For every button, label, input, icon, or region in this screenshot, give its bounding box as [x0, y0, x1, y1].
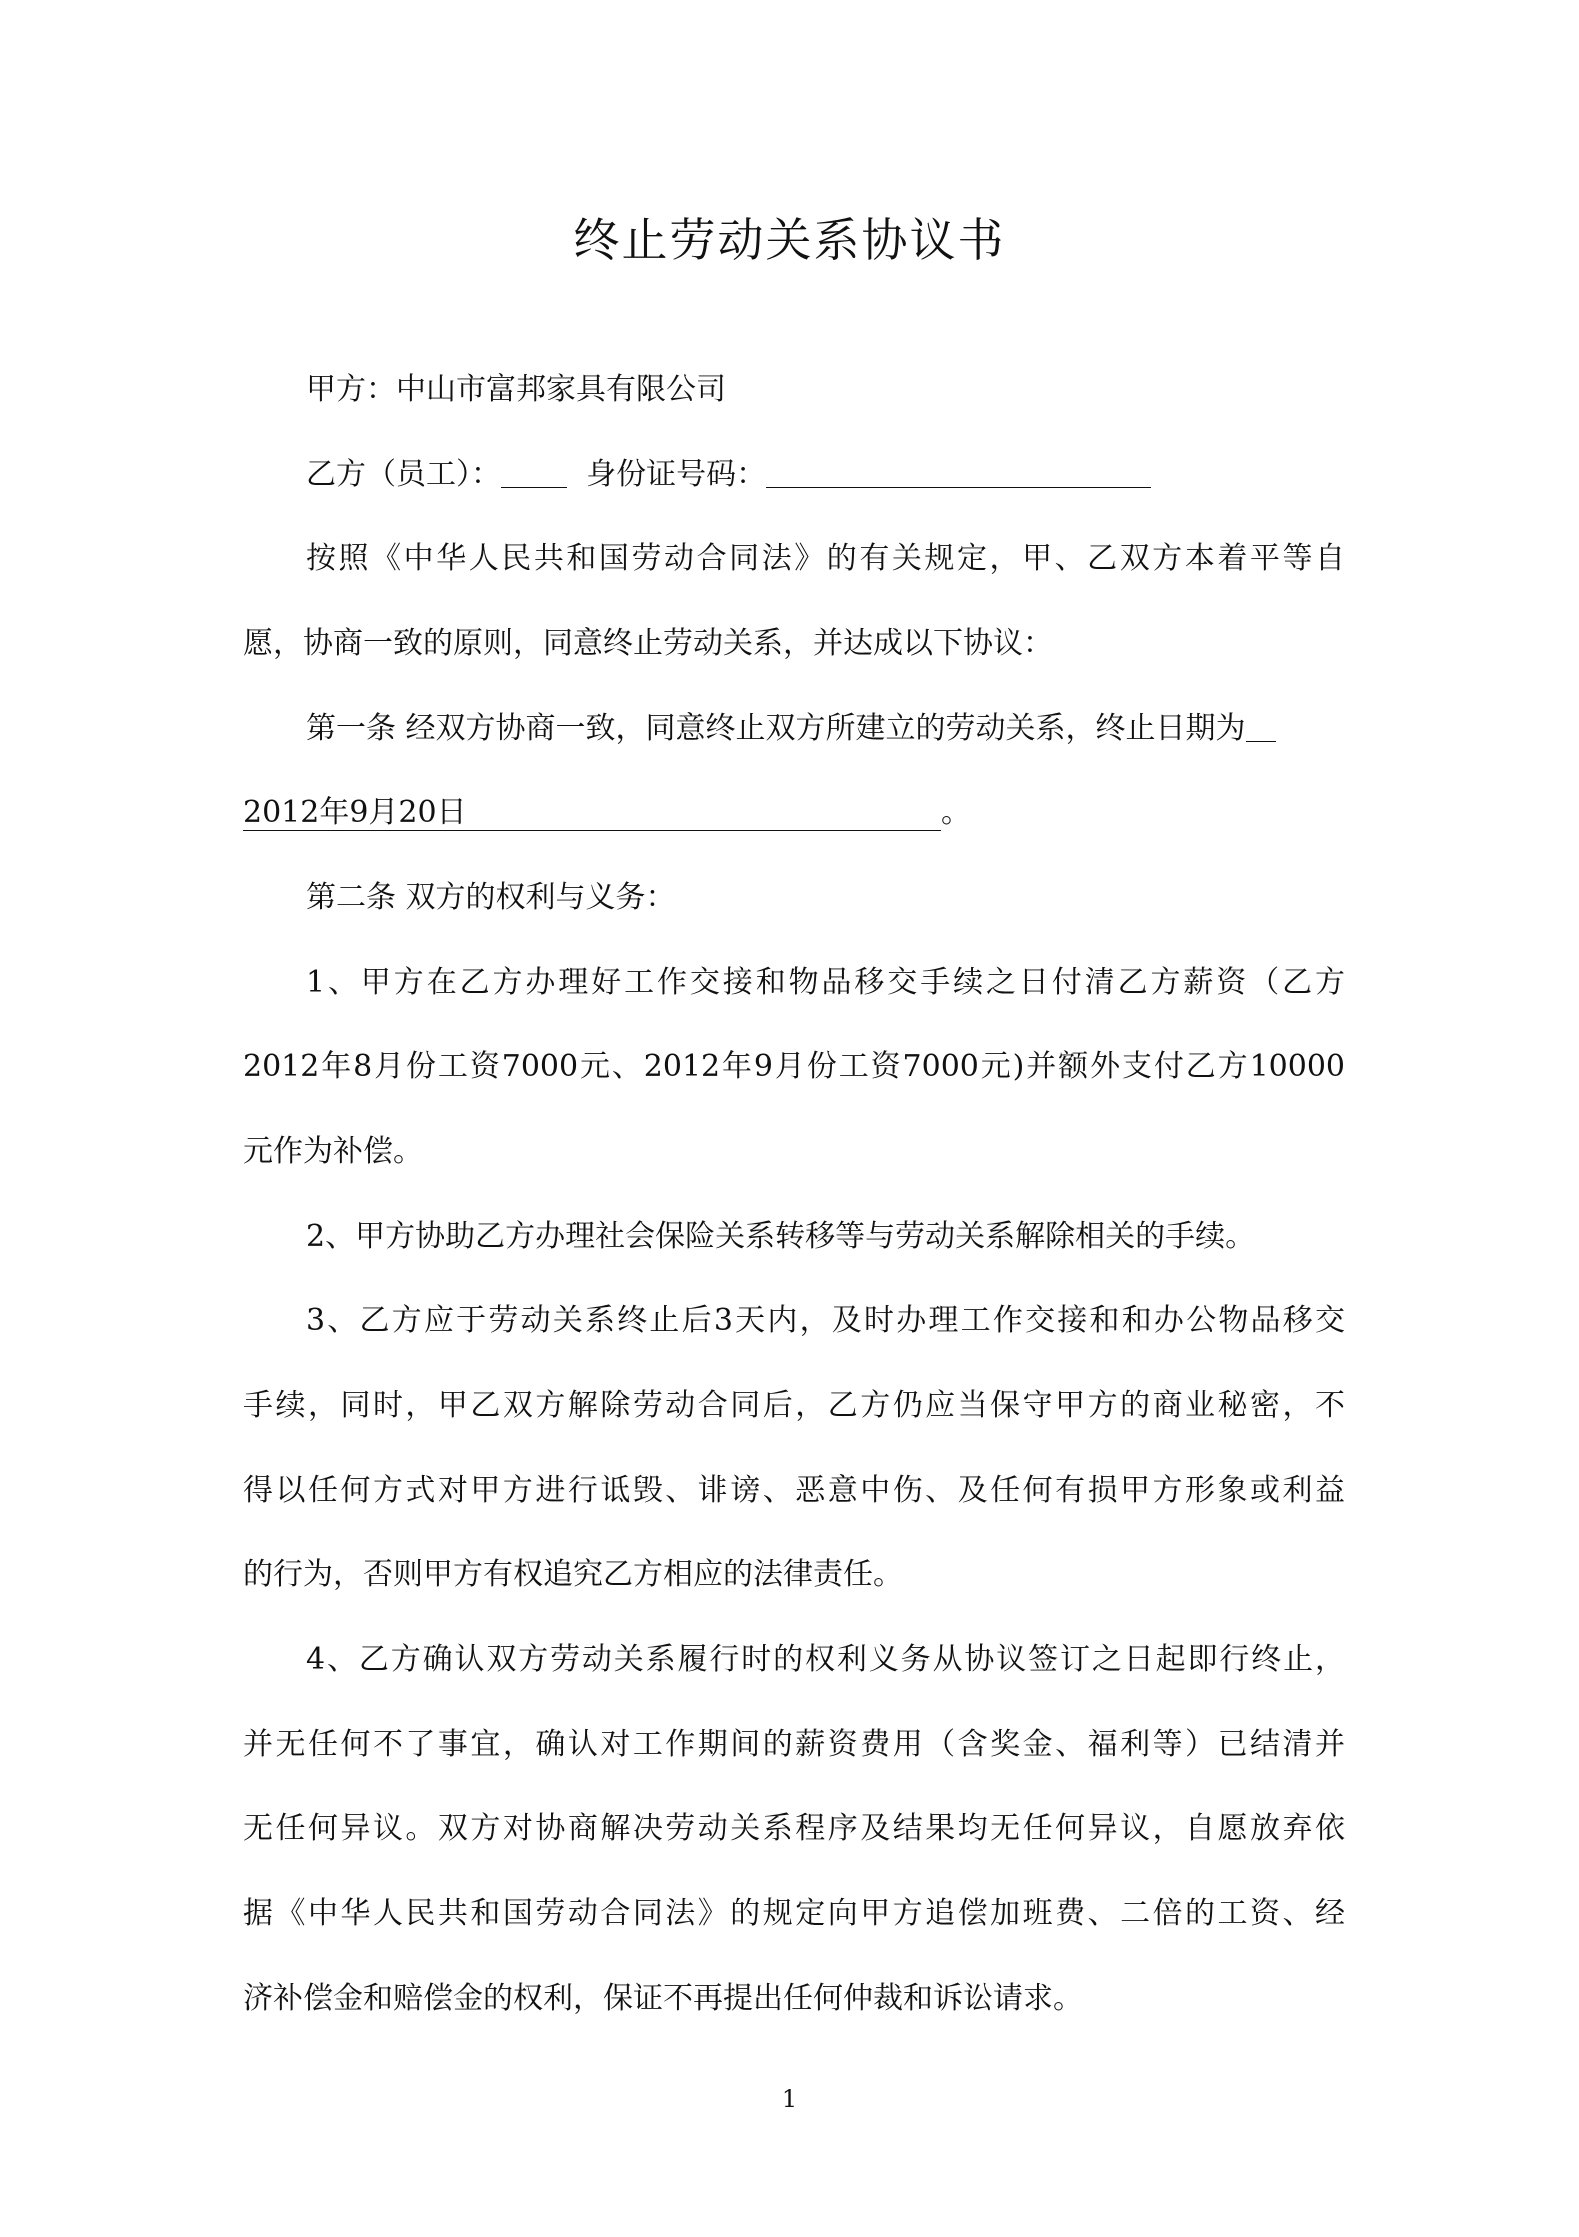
document-title: 终止劳动关系协议书 — [573, 213, 1006, 267]
id-number-label: 身份证号码： — [586, 457, 767, 492]
item-4-line-1: 4、乙方确认双方劳动关系履行时的权利义务从协议签订之日起即行终止， — [306, 1642, 1345, 1677]
intro-line-1: 按照《中华人民共和国劳动合同法》的有关规定，甲、乙双方本着平等自 — [306, 541, 1345, 576]
item-3-line-2: 手续，同时，甲乙双方解除劳动合同后，乙方仍应当保守甲方的商业秘密，不 — [243, 1388, 1345, 1423]
article-1-line-2 — [243, 770, 971, 855]
intro-line-2: 愿，协商一致的原则，同意终止劳动关系，并达成以下协议： — [243, 626, 1053, 661]
item-3-line-3: 得以任何方式对甲方进行诋毁、诽谤、恶意中伤、及任何有损甲方形象或利益 — [243, 1473, 1345, 1508]
item-3-line-1: 3、乙方应于劳动关系终止后3天内，及时办理工作交接和和办公物品移交 — [306, 1303, 1345, 1338]
id-number-blank — [766, 457, 1151, 488]
item-4-line-4: 据《中华人民共和国劳动合同法》的规定向甲方追偿加班费、二倍的工资、经 — [243, 1896, 1345, 1931]
item-3-line-4: 的行为，否则甲方有权追究乙方相应的法律责任。 — [243, 1557, 903, 1592]
party-b-name-blank — [501, 457, 567, 488]
article-1-line-1 — [306, 686, 1276, 771]
article-1-trailing-blank — [1246, 711, 1276, 742]
article-1-text: 第一条 经双方协商一致，同意终止双方所建立的劳动关系，终止日期为 — [306, 711, 1246, 746]
party-b-line — [306, 432, 1151, 517]
item-4-line-3: 无任何异议。双方对协商解决劳动关系程序及结果均无任何异议，自愿放弃依 — [243, 1811, 1345, 1846]
item-4-line-2: 并无任何不了事宜，确认对工作期间的薪资费用（含奖金、福利等）已结清并 — [243, 1727, 1345, 1762]
article-2-title: 第二条 双方的权利与义务： — [306, 880, 676, 915]
party-b-label: 乙方（员工）： — [306, 457, 501, 492]
party-a-line: 甲方：中山市富邦家具有限公司 — [306, 372, 726, 407]
item-2-line-1: 2、甲方协助乙方办理社会保险关系转移等与劳动关系解除相关的手续。 — [306, 1219, 1256, 1254]
item-1-line-1: 1、甲方在乙方办理好工作交接和物品移交手续之日付清乙方薪资（乙方 — [306, 965, 1345, 1000]
page-number: 1 — [781, 2085, 798, 2113]
termination-date: 2012年9月20日 — [243, 796, 941, 831]
item-4-line-5: 济补偿金和赔偿金的权利，保证不再提出任何仲裁和诉讼请求。 — [243, 1981, 1083, 2016]
item-1-line-2: 2012年8月份工资7000元、2012年9月份工资7000元)并额外支付乙方10000 — [243, 1049, 1345, 1084]
item-1-line-3: 元作为补偿。 — [243, 1134, 423, 1169]
article-1-end: 。 — [941, 795, 971, 830]
